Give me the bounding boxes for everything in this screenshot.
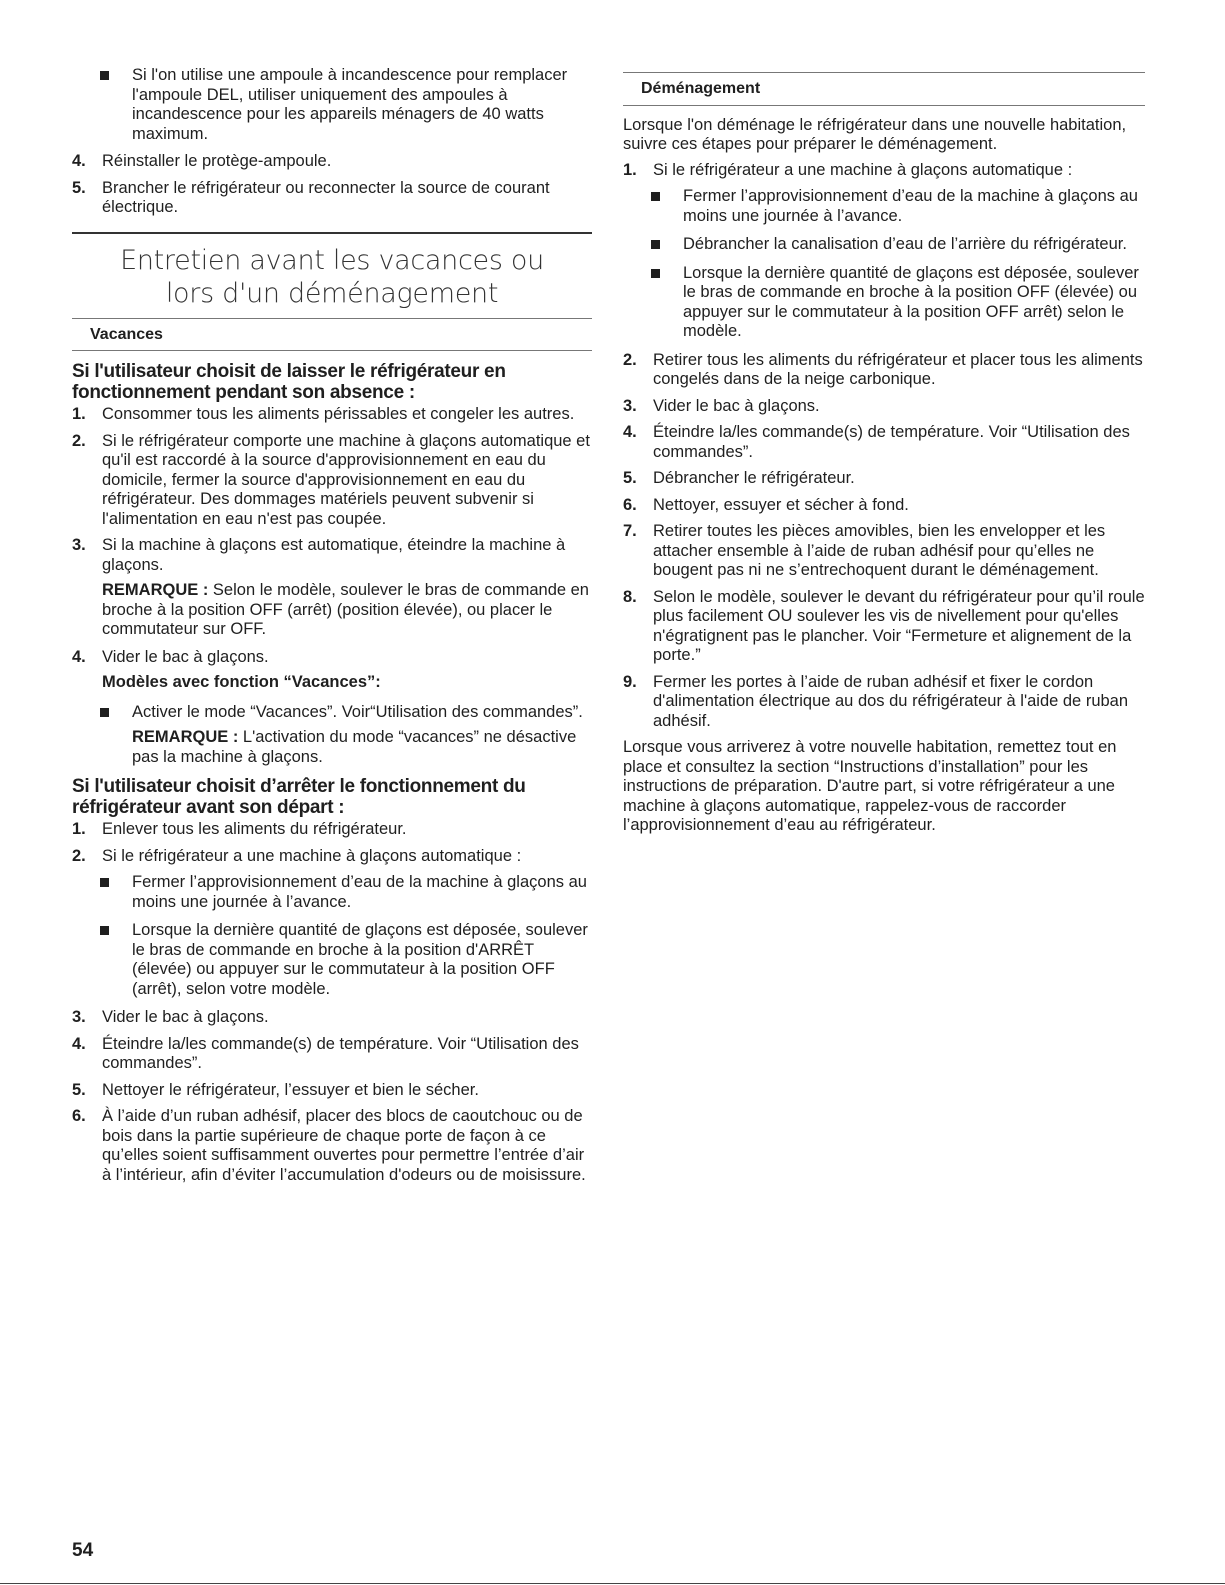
- list-item: 5. Nettoyer le réfrigérateur, l’essuyer et bien le sécher.: [72, 1080, 479, 1099]
- list-item: 6. Nettoyer, essuyer et sécher à fond.: [623, 495, 909, 514]
- list-item: Activer le mode “Vacances”. Voir“Utilisation des commandes”. REMARQUE : L'activation du mode “vacances” ne désactive pas la machine à glaçons.: [72, 703, 592, 768]
- list-item: 8. Selon le modèle, soulever le devant du réfrigérateur pour qu’il roule plus facilement OU soulever les vis de nivellement pour qu'elles n'égratignent pas le plancher. Voir “Fermeture et alignement de la porte.”: [623, 587, 1145, 664]
- intro-paragraph: Lorsque l'on déménage le réfrigérateur dans une nouvelle habitation, suivre ces étapes pour préparer le déménagement.: [623, 115, 1127, 153]
- list-item: Si l'on utilise une ampoule à incandescence pour remplacer l'ampoule DEL, utiliser uniquement des ampoules à incandescence pour les appareils ménagers de 40 watts maximum.: [72, 66, 592, 144]
- square-bullet-icon: [100, 71, 109, 80]
- list-item: 3. Vider le bac à glaçons.: [72, 1008, 269, 1026]
- subsection-label: Vacances: [90, 325, 163, 343]
- left-column: [72, 66, 592, 1192]
- list-item: Fermer l’approvisionnement d’eau de la machine à glaçons au moins une journée à l’avance.: [623, 187, 1145, 226]
- list-item: 5. Débrancher le réfrigérateur.: [623, 469, 855, 487]
- closing-paragraph: Lorsque vous arriverez à votre nouvelle habitation, remettez tout en place et consultez la section “Instructions d’installation” pour les instructions de préparation. D'autre part, si votre réfrigérateur a une machine à glaçons automatique, rappelez-vous de raccorder l’approvisionnement d’eau au réfrigérateur.: [623, 738, 1117, 834]
- square-bullet-icon: [100, 708, 109, 717]
- right-column: [623, 72, 1145, 842]
- divider: [72, 350, 592, 351]
- list-item: Lorsque la dernière quantité de glaçons est déposée, soulever le bras de commande en broche à la position OFF (élevée) ou appuyer sur le commutateur à la position OFF arrêt) selon le modèle.: [623, 264, 1145, 342]
- list-item: 1. Enlever tous les aliments du réfrigérateur.: [72, 820, 407, 838]
- list-item: 5. Brancher le réfrigérateur ou reconnecter la source de courant électrique.: [72, 178, 550, 216]
- square-bullet-icon: [651, 240, 660, 249]
- list-item: 3. Si la machine à glaçons est automatique, éteindre la machine à glaçons. REMARQUE : Selon le modèle, soulever le bras de commande en broche à la position OFF (arrêt) (position élevée), ou placer le commutateur sur OFF.: [72, 536, 592, 640]
- divider: [623, 105, 1145, 106]
- list-item: 6. À l’aide d’un ruban adhésif, placer des blocs de caoutchouc ou de bois dans la partie supérieure de chaque porte de façon à ce qu’elles soient suffisamment ouvertes pour permettre l’entrée d’air à l’intérieur, afin d’éviter l’accumulation d'odeurs ou de moisissure.: [72, 1107, 586, 1184]
- heading: Si l'utilisateur choisit d’arrêter le fonctionnement du réfrigérateur avant son départ :: [72, 776, 526, 818]
- list-item: Fermer l’approvisionnement d’eau de la machine à glaçons au moins une journée à l’avance.: [72, 873, 592, 912]
- list-item: 2. Retirer tous les aliments du réfrigérateur et placer tous les aliments congelés dans de la neige carbonique.: [623, 350, 1143, 388]
- list-item: 2. Si le réfrigérateur comporte une machine à glaçons automatique et qu'il est raccordé à la source d'approvisionnement en eau du domicile, fermer la source d'approvisionnement en eau du réfrigérateur. Des dommages matériels peuvent subvenir si l'alimentation en eau n'est pas coupée.: [72, 431, 590, 528]
- section-title: Entretien avant les vacances ou lors d'un déménagement: [120, 244, 544, 309]
- note: REMARQUE : Selon le modèle, soulever le bras de commande en broche à la position OFF (arrêt) (position élevée), ou placer le commutateur sur OFF.: [102, 581, 589, 638]
- bottom-rule: [0, 1583, 1225, 1584]
- list-item: 4. Vider le bac à glaçons. Modèles avec fonction “Vacances”:: [72, 648, 592, 693]
- subsection-label: Déménagement: [641, 80, 761, 97]
- list-item: 2. Si le réfrigérateur a une machine à glaçons automatique :: [72, 846, 522, 865]
- square-bullet-icon: [651, 269, 660, 278]
- list-item: 3. Vider le bac à glaçons.: [623, 396, 820, 415]
- section-divider: [72, 232, 592, 234]
- heading: Si l'utilisateur choisit de laisser le réfrigérateur en fonctionnement pendant son absence :: [72, 361, 506, 403]
- list-item: 4. Éteindre la/les commande(s) de température. Voir “Utilisation des commandes”.: [72, 1034, 579, 1072]
- square-bullet-icon: [651, 192, 660, 201]
- subheading: Modèles avec fonction “Vacances”:: [102, 673, 381, 691]
- list-item: 1. Consommer tous les aliments périssables et congeler les autres.: [72, 405, 575, 423]
- list-item: 4. Réinstaller le protège-ampoule.: [72, 152, 332, 170]
- list-item: Lorsque la dernière quantité de glaçons est déposée, soulever le bras de commande en broche à la position d'ARRÊT (élevée) ou appuyer sur le commutateur à la position OFF (arrêt), selon votre modèle.: [72, 921, 592, 999]
- list-item: 1. Si le réfrigérateur a une machine à glaçons automatique :: [623, 160, 1073, 179]
- page-number: 54: [72, 1540, 94, 1561]
- note: REMARQUE : L'activation du mode “vacances” ne désactive pas la machine à glaçons.: [132, 728, 577, 766]
- list-item: 7. Retirer toutes les pièces amovibles, bien les envelopper et les attacher ensemble à l’aide de ruban adhésif pour qu’elles ne bougent pas ni ne s’entrechoquent durant le déménagement.: [623, 522, 1106, 579]
- list-item: 4. Éteindre la/les commande(s) de température. Voir “Utilisation des commandes”.: [623, 423, 1130, 461]
- list-item: 9. Fermer les portes à l’aide de ruban adhésif et fixer le cordon d'alimentation électrique au dos du réfrigérateur à l'aide de ruban adhésif.: [623, 672, 1129, 730]
- list-item: Débrancher la canalisation d’eau de l’arrière du réfrigérateur.: [623, 235, 1145, 255]
- square-bullet-icon: [100, 878, 109, 887]
- square-bullet-icon: [100, 926, 109, 935]
